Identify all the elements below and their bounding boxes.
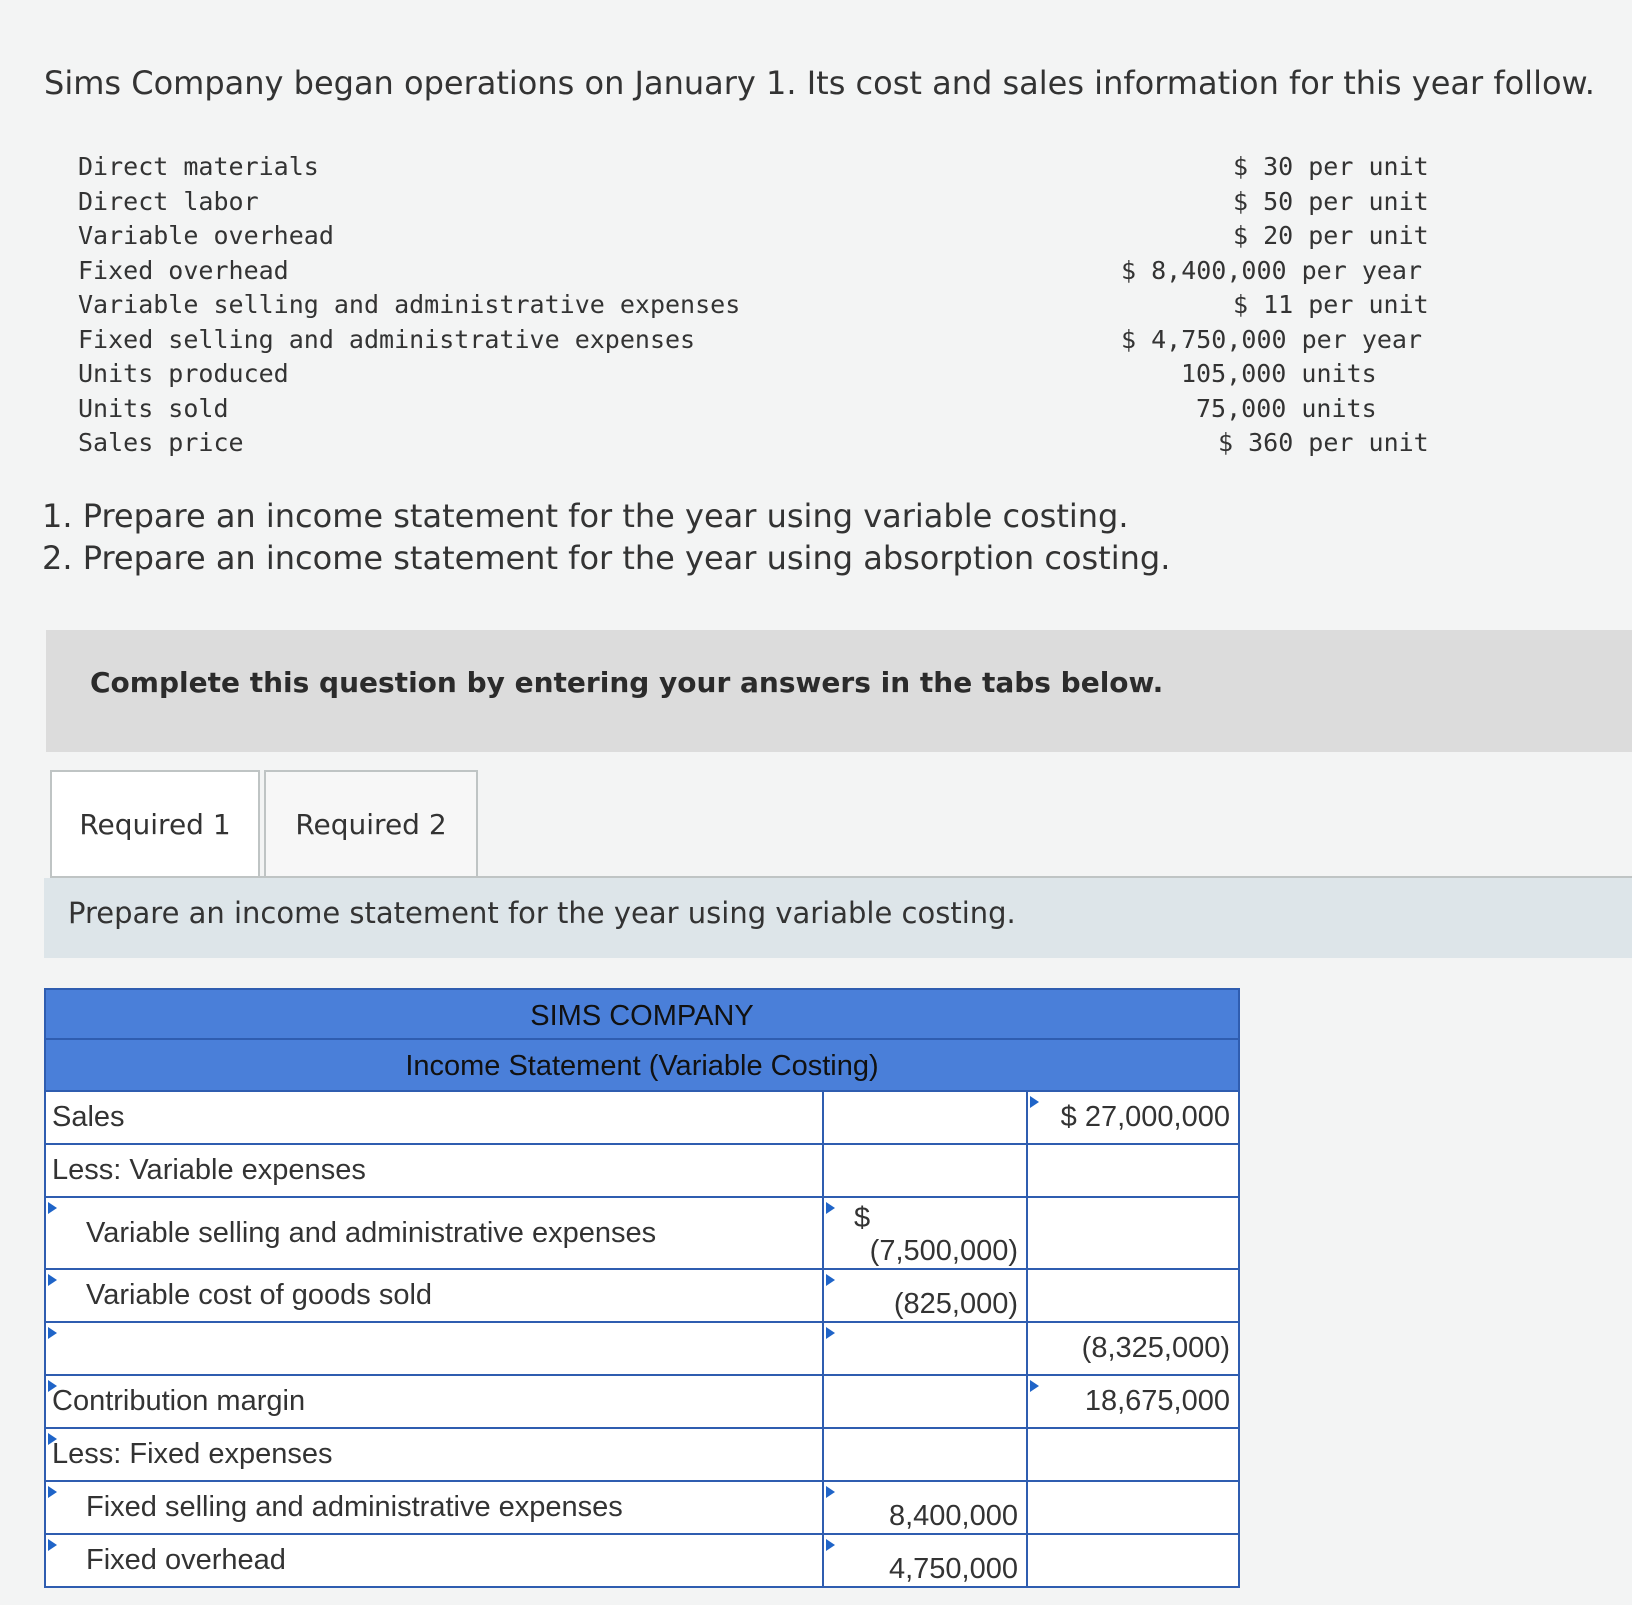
statement-title: Income Statement (Variable Costing) (44, 1040, 1240, 1092)
table-row (44, 1145, 1240, 1198)
row-label[interactable]: Contribution margin (44, 1376, 824, 1429)
amount-input[interactable]: (825,000) (824, 1270, 1028, 1323)
amount-input[interactable] (824, 1092, 1028, 1145)
row-label[interactable]: Less: Fixed expenses (44, 1429, 824, 1482)
dollar-sign: $ (854, 1202, 871, 1234)
table-row (44, 1429, 1240, 1482)
info-value: $ 50 per unit (1233, 186, 1429, 216)
total-input[interactable] (1028, 1145, 1240, 1198)
info-value: 75,000 units (1196, 393, 1377, 423)
info-value: $ 360 per unit (1218, 428, 1429, 457)
info-row (78, 254, 1498, 289)
info-label: Units sold (78, 393, 229, 423)
instruction-banner: Complete this question by entering your answers in the tabs below. (46, 630, 1632, 752)
total-input[interactable] (1028, 1535, 1240, 1588)
info-label: Direct materials (78, 152, 319, 181)
info-row (78, 219, 1498, 254)
amount-input[interactable] (824, 1429, 1028, 1482)
tab-required-2[interactable]: Required 2 (264, 770, 478, 878)
total-input[interactable] (1028, 1198, 1240, 1270)
info-label: Variable selling and administrative expenses (78, 290, 741, 319)
total-input[interactable] (1028, 1270, 1240, 1323)
row-label[interactable]: Variable selling and administrative expenses (44, 1198, 824, 1270)
info-row (78, 185, 1498, 220)
row-label[interactable]: Less: Variable expenses (44, 1145, 824, 1198)
total-input[interactable]: 18,675,000 (1028, 1376, 1240, 1429)
table-row (44, 1270, 1240, 1323)
table-row (44, 1376, 1240, 1429)
info-value: $ 8,400,000 per year (1121, 255, 1423, 285)
amount-input[interactable]: 8,400,000 (824, 1482, 1028, 1535)
row-label[interactable]: Fixed overhead (44, 1535, 824, 1588)
table-row (44, 1092, 1240, 1145)
row-label[interactable] (44, 1323, 824, 1376)
info-value: $ 4,750,000 per year (1121, 324, 1423, 354)
amount-input[interactable] (824, 1323, 1028, 1376)
amount-value: (7,500,000) (869, 1235, 1018, 1267)
row-label[interactable]: Sales (44, 1092, 824, 1145)
cost-info-table (78, 150, 1498, 461)
row-label[interactable]: Variable cost of goods sold (44, 1270, 824, 1323)
amount-input[interactable] (824, 1376, 1028, 1429)
total-input[interactable] (1028, 1429, 1240, 1482)
income-statement (44, 988, 1240, 1588)
table-row (44, 1482, 1240, 1535)
row-label[interactable]: Fixed selling and administrative expenses (44, 1482, 824, 1535)
info-row (78, 426, 1498, 461)
info-value: 105,000 units (1181, 359, 1377, 388)
question-list (42, 495, 1170, 579)
tab-required-1[interactable]: Required 1 (50, 770, 260, 878)
company-name: SIMS COMPANY (44, 988, 1240, 1040)
question-1: 1. Prepare an income statement for the year using variable costing. (42, 497, 1129, 535)
table-row (44, 1535, 1240, 1588)
info-row (78, 323, 1498, 358)
info-label: Units produced (78, 359, 289, 388)
amount-input[interactable] (824, 1198, 1028, 1270)
info-value: $ 11 per unit (1233, 290, 1429, 319)
info-row (78, 392, 1498, 427)
amount-input[interactable] (824, 1145, 1028, 1198)
info-label: Fixed overhead (78, 255, 289, 285)
info-value: $ 30 per unit (1233, 152, 1429, 181)
tab-prompt: Prepare an income statement for the year using variable costing. (44, 878, 1632, 958)
info-value: $ 20 per unit (1233, 221, 1429, 250)
info-label: Fixed selling and administrative expenses (78, 324, 696, 354)
info-label: Variable overhead (78, 221, 334, 250)
total-input[interactable]: $ 27,000,000 (1028, 1092, 1240, 1145)
problem-intro: Sims Company began operations on January 1. Its cost and sales information for this year follow. (44, 64, 1595, 102)
table-row (44, 1198, 1240, 1270)
info-row (78, 357, 1498, 392)
amount-input[interactable]: 4,750,000 (824, 1535, 1028, 1588)
info-label: Direct labor (78, 186, 259, 216)
total-input[interactable]: (8,325,000) (1028, 1323, 1240, 1376)
info-label: Sales price (78, 428, 244, 457)
total-input[interactable] (1028, 1482, 1240, 1535)
info-row (78, 288, 1498, 323)
table-row (44, 1323, 1240, 1376)
info-row (78, 150, 1498, 185)
question-2: 2. Prepare an income statement for the year using absorption costing. (42, 539, 1171, 577)
